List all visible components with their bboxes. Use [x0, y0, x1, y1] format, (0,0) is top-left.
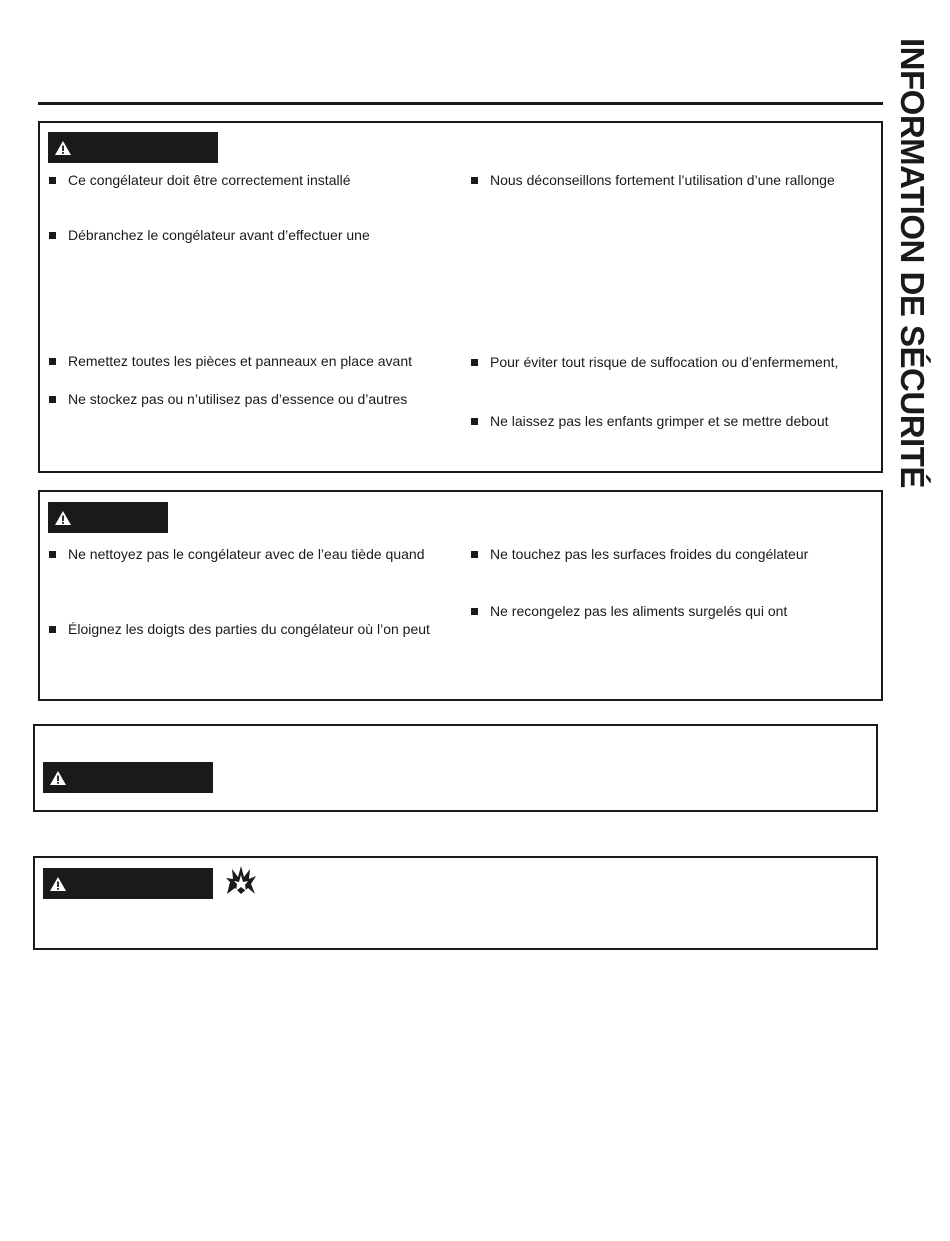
list-item: Remettez toutes les pièces et panneaux en place avant [49, 353, 412, 369]
list-item: Ne recongelez pas les aliments surgelés qui ont [471, 603, 787, 619]
warning-box-1 [38, 121, 883, 473]
list-item: Ne nettoyez pas le congélateur avec de l’eau tiède quand [49, 546, 424, 562]
list-item: Nous déconseillons fortement l’utilisation d’une rallonge [471, 172, 835, 188]
warning-badge [48, 132, 218, 163]
warning-triangle-icon [49, 770, 67, 786]
side-section-title: INFORMATION DE SÉCURITÉ [894, 38, 931, 488]
warning-triangle-icon [49, 876, 67, 892]
explosion-icon [224, 864, 258, 896]
header-rule [38, 102, 883, 105]
list-item: Ne touchez pas les surfaces froides du congélateur [471, 546, 808, 562]
caution-box-2 [38, 490, 883, 701]
warning-box-3 [33, 724, 878, 812]
warning-box-4 [33, 856, 878, 950]
list-item: Ne stockez pas ou n’utilisez pas d’essence ou d’autres [49, 391, 407, 407]
caution-badge [48, 502, 168, 533]
list-item: Ne laissez pas les enfants grimper et se mettre debout [471, 413, 829, 429]
warning-triangle-icon [54, 510, 72, 526]
list-item: Éloignez les doigts des parties du congélateur où l’on peut [49, 621, 430, 637]
warning-triangle-icon [54, 140, 72, 156]
warning-badge [43, 868, 213, 899]
list-item: Pour éviter tout risque de suffocation ou d’enfermement, [471, 354, 838, 370]
list-item: Débranchez le congélateur avant d’effectuer une [49, 227, 370, 243]
warning-badge [43, 762, 213, 793]
list-item: Ce congélateur doit être correctement installé [49, 172, 350, 188]
